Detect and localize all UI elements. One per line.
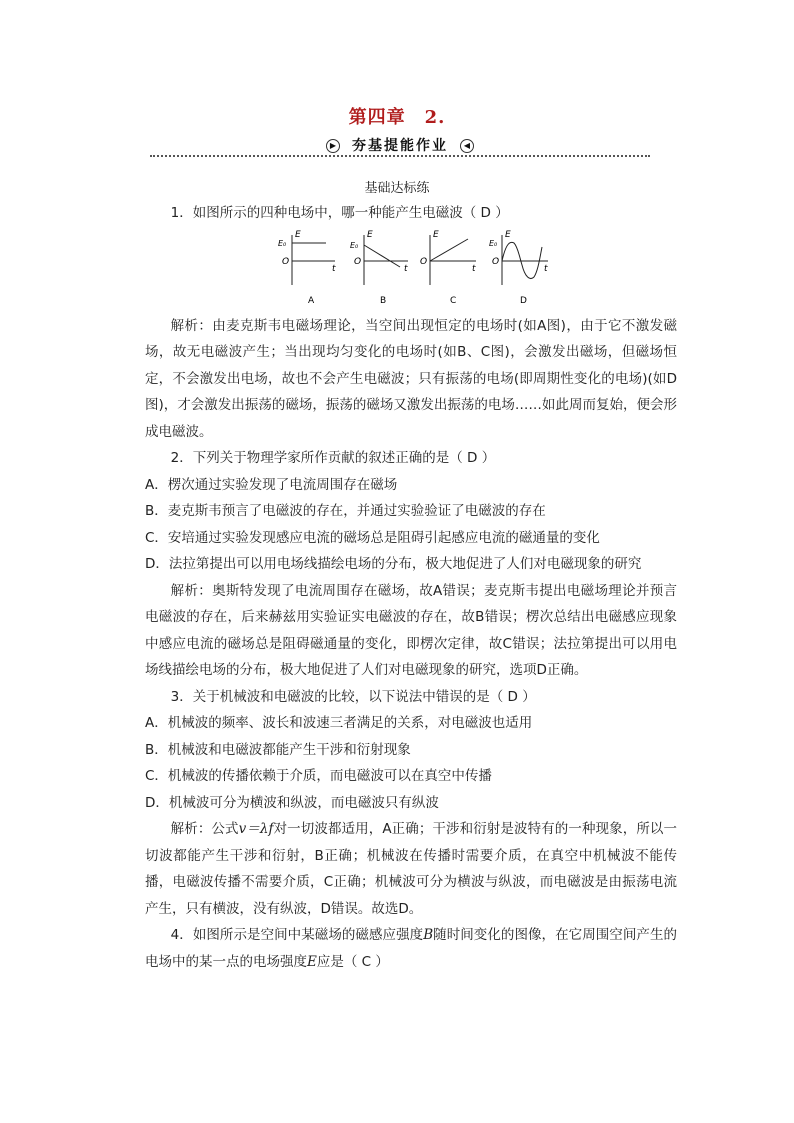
q4-stem (145, 922, 677, 975)
q4-stem-part-b: 随时间变化的图像，在它周围空间产生的电场中的某一点的电场强度 (145, 927, 678, 970)
q3-analysis-prefix: 解析：公式 (170, 821, 239, 837)
graph-b-x-axis-label: t (404, 263, 408, 274)
graph-a (278, 230, 336, 285)
q3-stem: 3．关于机械波和电磁波的比较，以下说法中错误的是（ D ） (170, 688, 536, 705)
q4-stem-part-c: 应是（ C ） (316, 953, 389, 970)
graph-c-y-axis-label: E (433, 229, 439, 240)
graph-c-origin-label: O (420, 256, 428, 267)
q1-analysis: 解析：由麦克斯韦电磁场理论，当空间出现恒定的电场时(如A图)，由于它不激发磁场，故无电磁波产生；当出现均匀变化的电场时(如B、C图)，会激发出磁场，但磁场恒定，不会激发出电场，故也不会产生电磁波；只有振荡的电场(即周期性变化的电场)(如D图)，才会激发出振荡的磁场，振荡的磁场又激发出振荡的电场……如此周而复始，便会形成电磁波。 (145, 317, 677, 440)
banner (150, 135, 650, 161)
q2-stem: 2．下列关于物理学家所作贡献的叙述正确的是（ D ） (170, 450, 496, 466)
graph-a-origin-label: O (282, 256, 290, 267)
q2-option-d: D．法拉第提出可以用电场线描绘电场的分布，极大地促进了人们对电磁现象的研究 (145, 556, 642, 572)
q3-option-b: B．机械波和电磁波都能产生干涉和衍射现象 (145, 741, 411, 758)
graph-b-y-axis-label: E (367, 229, 373, 240)
graph-d-x-axis-label: t (544, 263, 548, 274)
q3-analysis-rest: 对一切波都适用，A正确；干涉和衍射是波特有的一种现象，所以一切波都能产生干涉和衍射，B正确；机械波在传播时需要介质，在真空中机械波不能传播，电磁波传播不需要介质，C正确；机械波可分为横波与纵波，而电磁波是由振荡电流产生，只有横波，没有纵波，D错误。故选D。 (145, 821, 678, 917)
graph-c-caption: C (450, 295, 457, 306)
graph-a-y-axis-label: E (295, 229, 301, 240)
graph-b-caption: B (380, 295, 387, 306)
q1-figure (145, 229, 677, 307)
q2-option-c: C．安培通过实验发现感应电流的磁场总是阻碍引起感应电流的磁通量的变化 (145, 529, 600, 546)
q4-stem-part-a: 4．如图所示是空间中某磁场的磁感应强度 (170, 927, 424, 943)
graph-d-origin-label: O (492, 256, 500, 267)
graph-d-y-axis-label: E (505, 229, 511, 240)
q3-analysis (145, 816, 677, 922)
q2-option-a: A．楞次通过实验发现了电流周围存在磁场 (145, 476, 398, 493)
q3-formula: v＝λf (238, 821, 274, 837)
graph-b-origin-label: O (354, 256, 362, 267)
q2-option-b: B．麦克斯韦预言了电磁波的存在，并通过实验验证了电磁波的存在 (145, 503, 546, 519)
banner-dotted-line (150, 155, 650, 157)
graph-d-caption: D (520, 295, 527, 306)
q1-stem: 1．如图所示的四种电场中，哪一种能产生电磁波（ D ） (170, 205, 509, 221)
section-title: 基础达标练 (364, 181, 430, 196)
graph-a-x-axis-label: t (332, 263, 336, 274)
graph-d-e0-label: E₀ (489, 238, 498, 248)
play-right-icon: ▶ (326, 139, 340, 153)
play-left-icon: ◀ (460, 139, 474, 153)
q4-var-b: B (423, 927, 434, 943)
graph-c (420, 230, 476, 285)
graph-a-caption: A (308, 295, 315, 306)
graph-c-x-axis-label: t (472, 263, 476, 274)
q3-option-d: D．机械波可分为横波和纵波，而电磁波只有纵波 (145, 794, 439, 811)
chapter-title: 第四章 2. (348, 107, 446, 128)
graph-d (489, 230, 548, 285)
q3-option-c: C．机械波的传播依赖于介质，而电磁波可以在真空中传播 (145, 768, 492, 784)
q2-analysis: 解析：奥斯特发现了电流周围存在磁场，故A错误；麦克斯韦提出电磁场理论并预言电磁波的存在，后来赫兹用实验证实电磁波的存在，故B错误；楞次总结出电磁感应现象中感应电流的磁场总是阻碍磁通量的变化，即楞次定律，故C错误；法拉第提出可以用电场线描绘电场的分布，极大地促进了人们对电磁现象的研究，选项D正确。 (145, 582, 677, 678)
q3-option-a: A．机械波的频率、波长和波速三者满足的关系，对电磁波也适用 (145, 715, 533, 731)
q4-var-e: E (307, 953, 317, 970)
content (145, 200, 677, 975)
q1-graphs (270, 229, 550, 307)
graph-b (350, 230, 408, 285)
banner-label: 夯基提能作业 (348, 138, 452, 154)
graph-b-e0-label: E₀ (350, 240, 359, 250)
graph-a-e0-label: E₀ (278, 238, 287, 248)
